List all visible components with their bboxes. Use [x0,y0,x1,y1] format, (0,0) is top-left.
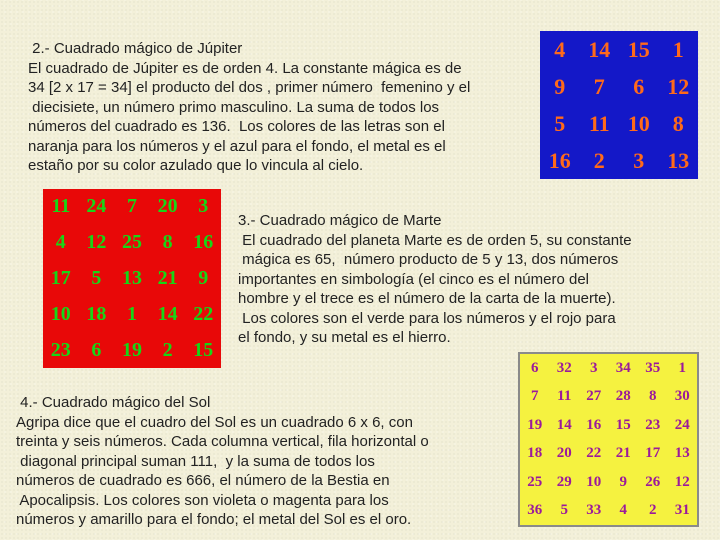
square-cell: 6 [531,359,539,376]
square-cell: 18 [527,445,543,462]
square-cell: 9 [198,266,209,289]
square-cell: 7 [593,73,605,99]
square-cell: 3 [633,147,645,173]
square-cell: 9 [619,473,627,490]
square-cell: 15 [193,338,214,361]
square-cell: 2 [649,502,657,519]
square-cell: 16 [193,231,214,254]
jupiter-magic-square [540,31,698,179]
square-cell: 2 [593,147,605,173]
mars-paragraph: 3.- Cuadrado mágico de Marte El cuadrado del planeta Marte es de orden 5, su constante mágica es 65, número producto de 5 y 13, dos números importantes en simbología (el cinco es el número del hombre y el trece es el número de la carta de la muerte). Los colores son el verde para los números y el rojo para el fondo, y su metal es el hierro. [238,212,632,346]
square-cell: 35 [645,359,661,376]
square-cell: 20 [157,195,178,218]
sun-magic-square [518,352,699,527]
square-cell: 5 [560,502,568,519]
square-cell: 5 [91,266,102,289]
square-cell: 10 [627,110,650,136]
square-cell: 33 [586,502,602,519]
square-cell: 21 [615,445,631,462]
square-cell: 8 [649,388,657,405]
square-cell: 30 [674,388,690,405]
square-cell: 16 [586,416,602,433]
square-cell: 16 [548,147,571,173]
square-cell: 3 [590,359,598,376]
square-cell: 10 [50,302,71,325]
square-cell: 5 [554,110,566,136]
jupiter-paragraph: 2.- Cuadrado mágico de Júpiter El cuadrado de Júpiter es de orden 4. La constante mágica es de 34 [2 x 17 = 34] el producto del dos , primer número femenino y el diecisiete, un número primo masculino. La suma de todos los números del cuadrado es 136. Los colores de las letras son el naranja para los números y el azul para el fondo, el metal es el estaño por su color azulado que lo vincula al cielo. [28,40,471,174]
square-cell: 4 [619,502,627,519]
square-cell: 2 [162,338,173,361]
square-cell: 31 [674,502,690,519]
square-cell: 19 [121,338,142,361]
square-cell: 28 [615,388,631,405]
square-cell: 32 [556,359,572,376]
square-cell: 11 [51,195,71,218]
square-cell: 25 [527,473,543,490]
square-cell: 7 [126,195,137,218]
square-cell: 12 [667,73,690,99]
mars-magic-square [43,189,221,368]
square-cell: 18 [86,302,107,325]
square-cell: 6 [633,73,645,99]
square-cell: 23 [645,416,661,433]
sun-paragraph: 4.- Cuadrado mágico del Sol Agripa dice que el cuadro del Sol es un cuadrado 6 x 6, con treinta y seis números. Cada columna vertical, fila horizontal o diagonal principal suman 111, y la suma de todos los números de cuadrado es 666, el número de la Bestia en Apocalipsis. Los colores son violeta o magenta para los números y amarillo para el fondo; el metal del Sol es el oro. [16,394,429,528]
square-cell: 11 [588,110,610,136]
square-cell: 26 [645,473,661,490]
square-cell: 21 [157,266,178,289]
square-cell: 13 [667,147,690,173]
square-cell: 9 [554,73,566,99]
square-cell: 25 [121,231,142,254]
square-cell: 6 [91,338,102,361]
square-cell: 1 [126,302,137,325]
square-cell: 34 [615,359,631,376]
square-cell: 12 [674,473,690,490]
square-cell: 17 [645,445,661,462]
square-cell: 14 [588,36,611,62]
square-cell: 8 [162,231,173,254]
square-cell: 20 [556,445,572,462]
square-cell: 19 [527,416,543,433]
square-cell: 15 [615,416,631,433]
square-cell: 22 [586,445,602,462]
square-cell: 14 [157,302,178,325]
square-cell: 1 [672,36,684,62]
square-cell: 13 [674,445,690,462]
square-cell: 4 [554,36,566,62]
square-cell: 3 [198,195,209,218]
square-cell: 8 [672,110,684,136]
square-cell: 27 [586,388,602,405]
square-cell: 36 [527,502,543,519]
square-cell: 15 [627,36,650,62]
square-cell: 24 [86,195,107,218]
square-cell: 23 [50,338,71,361]
square-cell: 29 [556,473,572,490]
square-cell: 17 [50,266,71,289]
square-cell: 7 [531,388,539,405]
square-cell: 14 [556,416,572,433]
square-cell: 22 [193,302,214,325]
square-cell: 24 [674,416,690,433]
square-cell: 1 [678,359,686,376]
square-cell: 11 [557,388,572,405]
square-cell: 4 [55,231,66,254]
square-cell: 13 [121,266,142,289]
square-cell: 12 [86,231,107,254]
square-cell: 10 [586,473,602,490]
